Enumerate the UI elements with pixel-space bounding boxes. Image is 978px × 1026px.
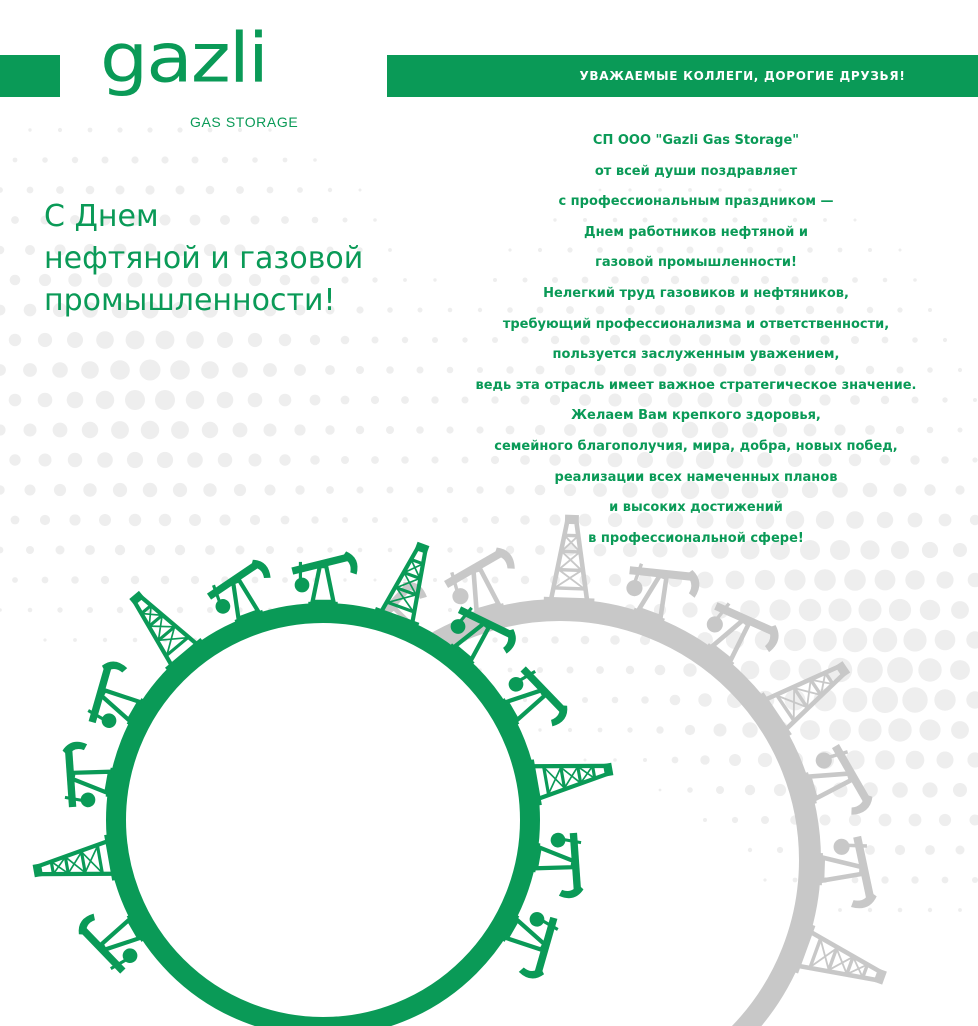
message-line: реализации всех намеченных планов — [554, 469, 838, 485]
message-line: требующий профессионализма и ответственности, — [502, 316, 890, 332]
message-line: ведь эта отрасль имеет важное стратегическое значение. — [475, 377, 917, 393]
left-accent-bar — [0, 55, 60, 97]
holiday-headline — [44, 196, 363, 322]
derrick-icon — [528, 746, 617, 806]
message-line: с профессиональным праздником — — [558, 194, 834, 210]
message-line: в профессиональной сфере! — [588, 530, 804, 546]
greeting-title: УВАЖАЕМЫЕ КОЛЛЕГИ, ДОРОГИЕ ДРУЗЬЯ! — [579, 69, 906, 83]
message-line: пользуется заслуженным уважением, — [552, 347, 840, 363]
message-line: газовой промышленности! — [595, 255, 797, 271]
oil-derrick-globe-illustration — [0, 460, 978, 1026]
pumpjack-icon — [814, 834, 879, 909]
message-line: Днем работников нефтяной и — [584, 224, 808, 240]
derrick-icon — [544, 514, 598, 605]
message-line: Нелегкий труд газовиков и нефтяников, — [543, 285, 849, 301]
message-line: и высоких достижений — [609, 500, 783, 516]
message-line: СП ООО "Gazli Gas Storage" — [592, 133, 800, 148]
derrick-icon — [30, 834, 119, 894]
message-line: от всей души поздравляет — [594, 163, 798, 179]
headline-line: нефтяной и газовой — [44, 241, 364, 276]
message-line: Желаем Вам крепкого здоровья, — [571, 408, 821, 424]
message-line: семейного благополучия, мира, добра, новых побед, — [494, 438, 898, 454]
logo-wordmark: gazli — [100, 17, 267, 98]
gazli-logo — [100, 17, 330, 150]
pumpjack-icon — [291, 551, 357, 608]
headline-line: промышленности! — [44, 283, 336, 318]
logo-subtitle: GAS STORAGE — [190, 114, 299, 130]
headline-line: С Днем — [44, 199, 159, 234]
greeting-banner — [387, 55, 978, 97]
